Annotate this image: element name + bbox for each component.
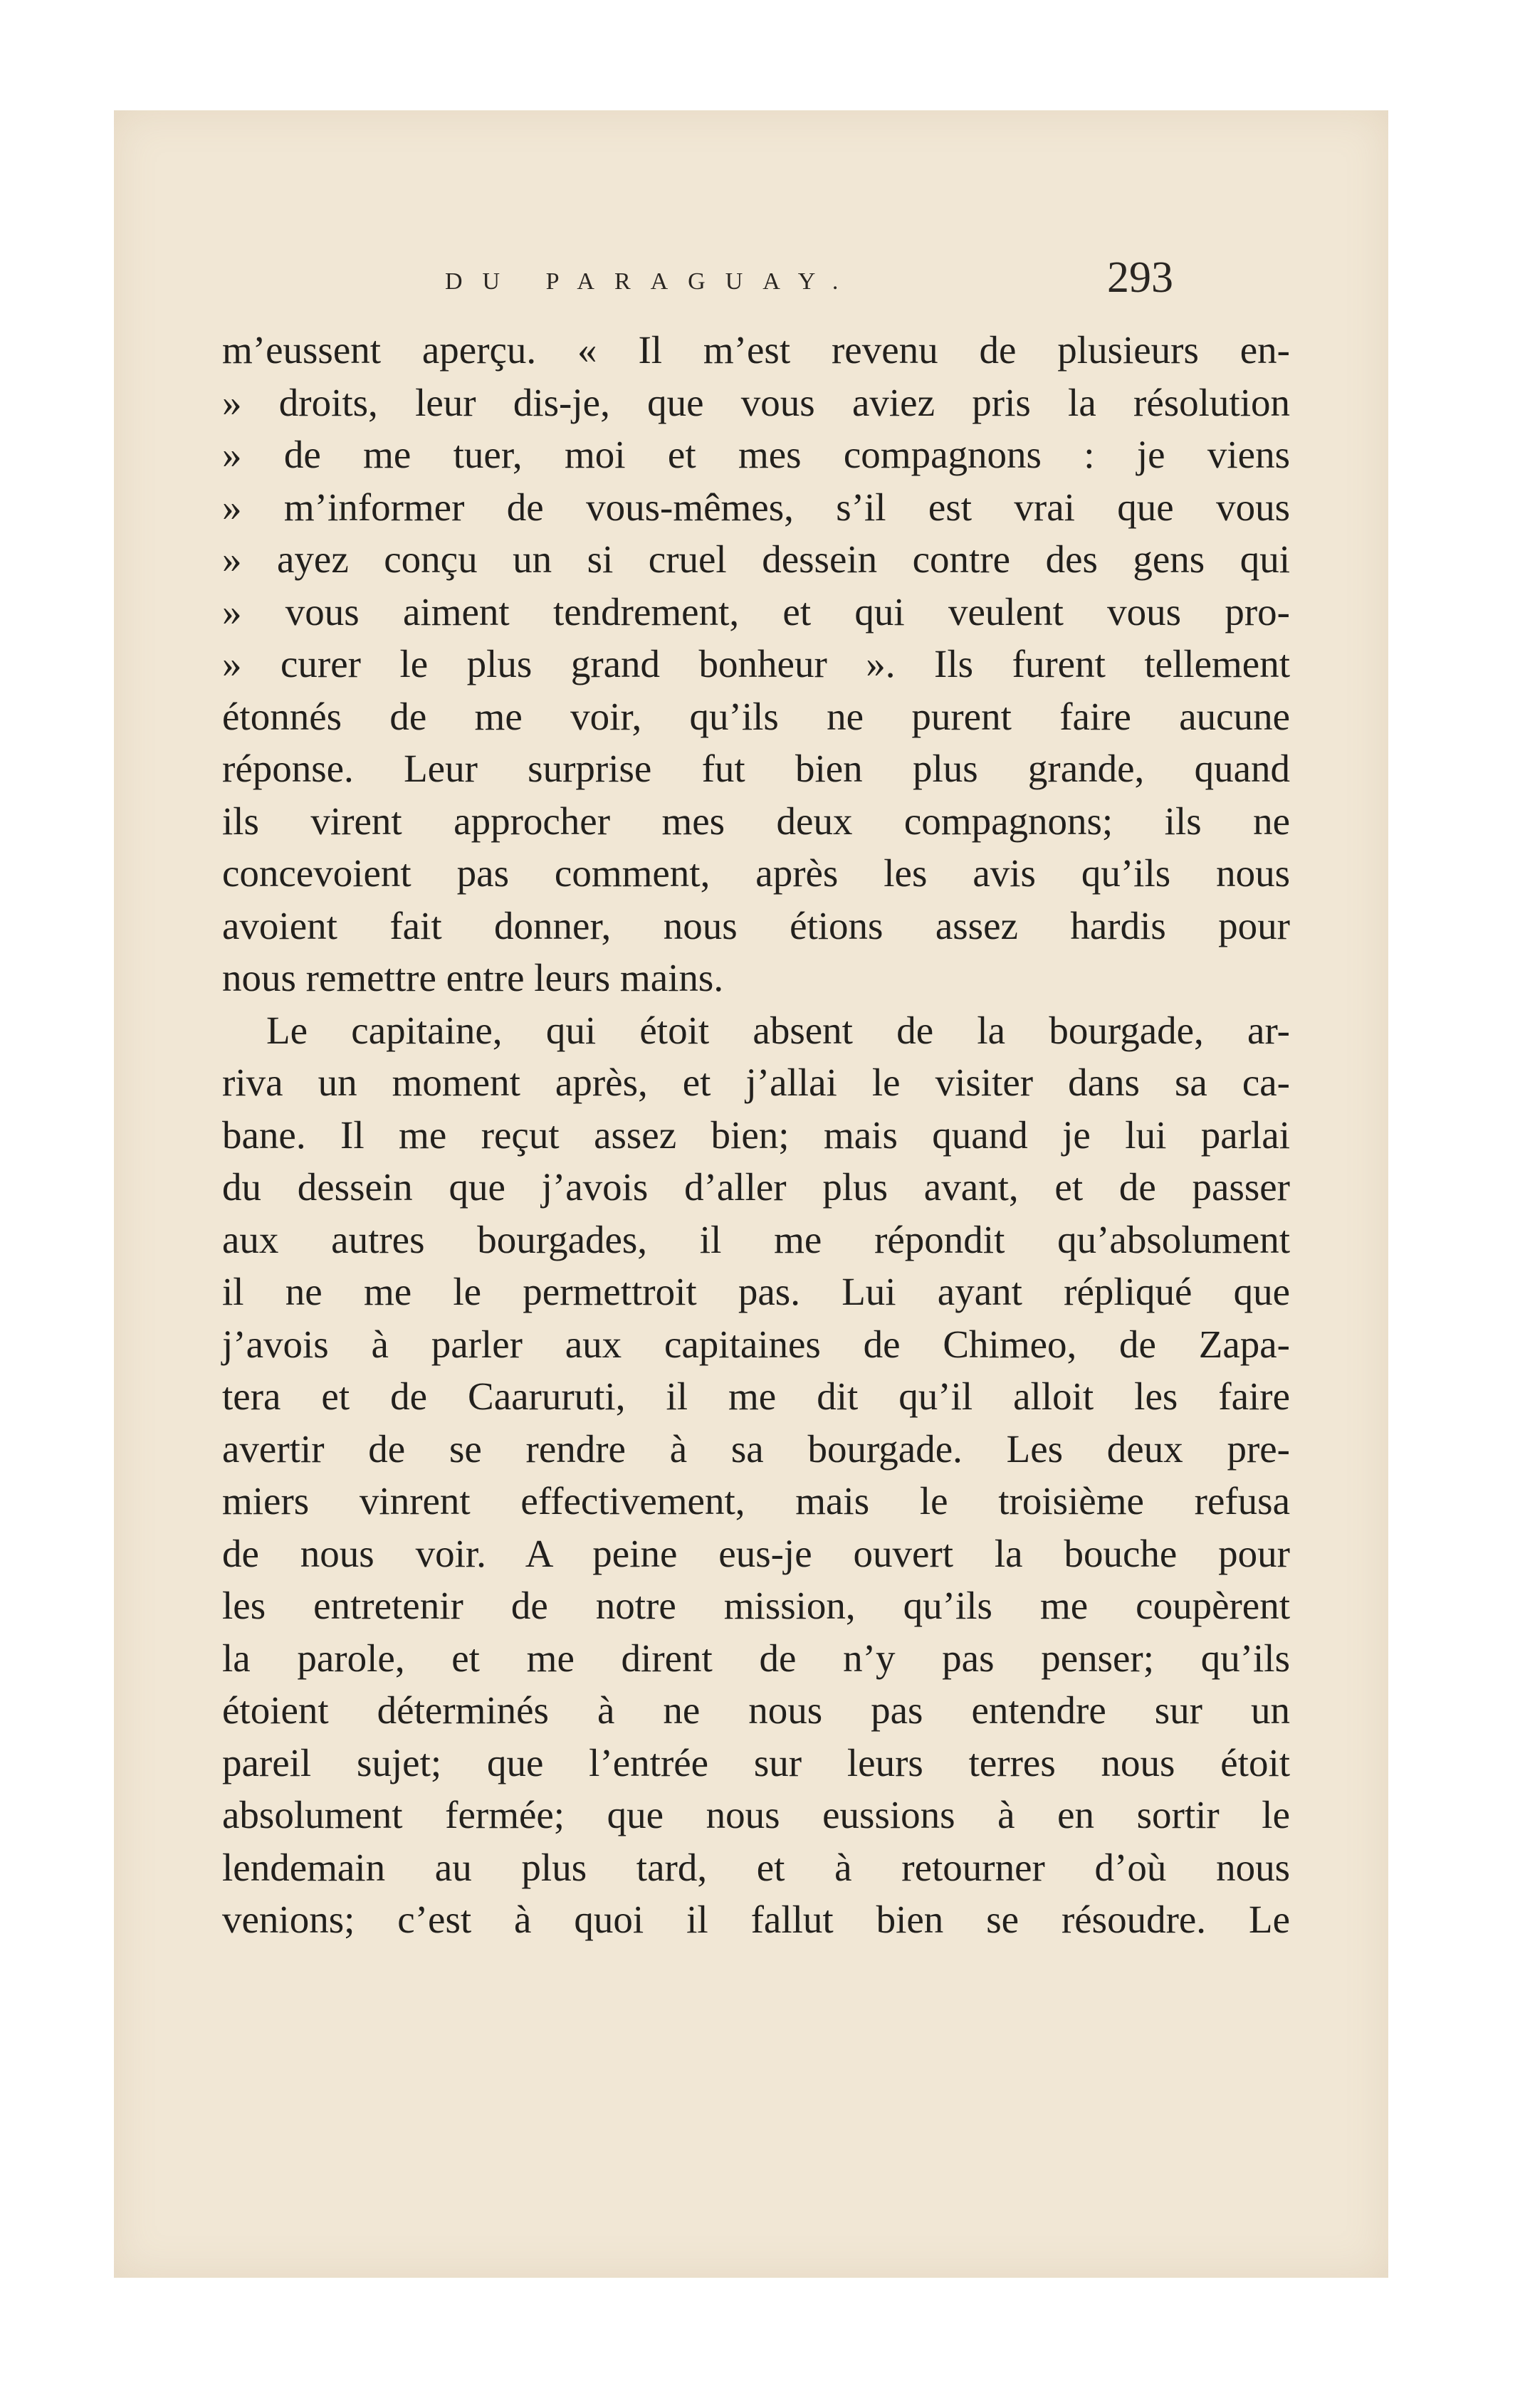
text-line: avoient fait donner, nous étions assez hardis pour [222,903,1290,947]
text-line: réponse. Leur surprise fut bien plus grande, quand [222,747,1290,790]
text-line: » droits, leur dis-je, que vous aviez pris la résolution [222,380,1290,424]
text-line: riva un moment après, et j’allai le visiter dans sa ca- [222,1061,1290,1104]
text-line: absolument fermée; que nous eussions à en sortir le [222,1793,1290,1836]
book-page [114,110,1388,2278]
paragraph-start-line: Le capitaine, qui étoit absent de la bourgade, ar- [266,1008,1290,1052]
text-line: » curer le plus grand bonheur ». Ils furent tellement [222,642,1290,685]
page-header [114,253,1388,310]
text-line: de nous voir. A peine eus-je ouvert la bouche pour [222,1531,1290,1575]
text-line: venions; c’est à quoi il fallut bien se résoudre. Le [222,1898,1290,1941]
text-line: tera et de Caaruruti, il me dit qu’il alloit les faire [222,1374,1290,1418]
text-line: avertir de se rendre à sa bourgade. Les deux pre- [222,1426,1290,1471]
text-line: » vous aiment tendrement, et qui veulent vous pro- [222,589,1290,633]
text-line: miers vinrent effectivement, mais le troisième refusa [222,1479,1290,1523]
text-line: lendemain au plus tard, et à retourner d’où nous [222,1845,1290,1889]
text-line: du dessein que j’avois d’aller plus avant, et de passer [222,1165,1290,1209]
text-line: » ayez conçu un si cruel dessein contre des gens qui [222,537,1290,581]
body-text [222,324,1290,1946]
text-line: concevoient pas comment, après les avis qu’ils nous [222,851,1290,895]
text-line: ils virent approcher mes deux compagnons; ils ne [222,799,1290,843]
text-line: étoient déterminés à ne nous pas entendre sur un [222,1688,1290,1732]
running-title: DU PARAGUAY. [445,268,859,295]
paragraph-end-line: nous remettre entre leurs mains. [222,956,724,999]
text-line: » de me tuer, moi et mes compagnons : je viens [222,433,1290,476]
text-line: bane. Il me reçut assez bien; mais quand je lui parlai [222,1113,1290,1157]
text-line: j’avois à parler aux capitaines de Chimeo, de Zapa- [222,1322,1290,1366]
text-line: la parole, et me dirent de n’y pas penser; qu’ils [222,1636,1290,1680]
text-line: les entretenir de notre mission, qu’ils me coupèrent [222,1584,1290,1627]
text-line: étonnés de me voir, qu’ils ne purent faire aucune [222,694,1290,738]
text-line: » m’informer de vous-mêmes, s’il est vrai que vous [222,485,1290,529]
text-line: aux autres bourgades, il me répondit qu’absolument [222,1217,1290,1261]
text-line: il ne me le permettroit pas. Lui ayant répliqué que [222,1270,1290,1313]
text-line: m’eussent aperçu. « Il m’est revenu de plusieurs en- [222,328,1290,372]
page-number: 293 [1107,253,1173,302]
text-line: pareil sujet; que l’entrée sur leurs terres nous étoit [222,1740,1290,1784]
